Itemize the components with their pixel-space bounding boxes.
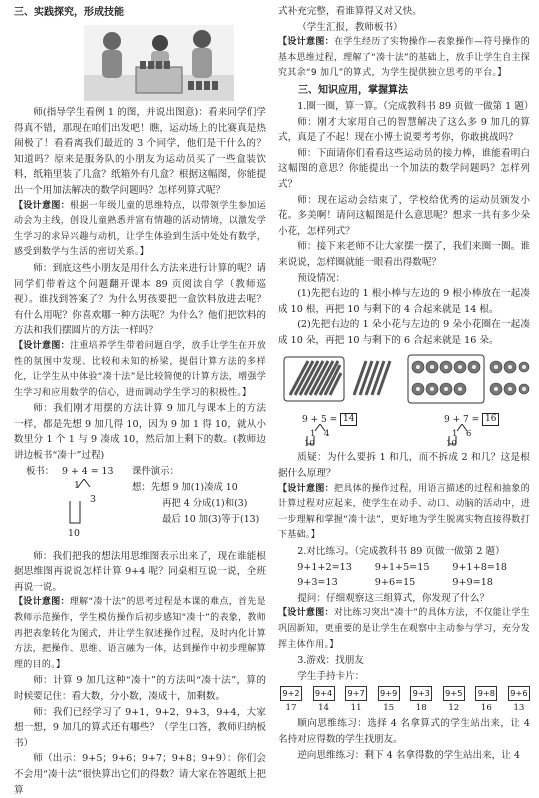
comparison-equations-row bbox=[278, 560, 530, 576]
right-column bbox=[278, 4, 534, 763]
answer-card: 16 bbox=[480, 703, 492, 714]
paragraph: (2)先把右边的 1 朵小花与左边的 9 朵小花圈在一起凑成 10 朵，再把 10 与剩下的 6 合起来就是 16 朵。 bbox=[278, 319, 530, 346]
equation-cards bbox=[278, 686, 530, 701]
answer-card: 15 bbox=[383, 703, 395, 714]
left-column bbox=[14, 4, 266, 798]
demo-line: 想：先想 9 加(1)凑成 10 bbox=[132, 481, 238, 493]
section-title: 三、知识应用，掌握算法 bbox=[298, 84, 408, 96]
equation: 9+1+2=13 bbox=[297, 561, 352, 573]
design-note: 【设计意图：对比练习突出“凑十”的具体方法，不仅能让学生巩固新知，更重要的是让学生在观察中主动参与学习，充分发挥主体作用。】 bbox=[278, 608, 530, 650]
fig2-ten: 10 bbox=[446, 439, 457, 450]
equation-card: 9+4 bbox=[313, 686, 335, 701]
design-note: 【设计意图：理解“凑十法”的思考过程是本课的难点，首先是教师示范操作，学生模仿操作后初步感知“凑十”的表象，教师再把表象转化为图式，并让学生叙述操作过程，及时内化计算方法，把操作、思维、语言融为一体，达到操作中初步理解算理的目的。】 bbox=[14, 597, 266, 670]
demo-title: 课件演示： bbox=[132, 465, 179, 477]
paragraph: 师：到底这些小朋友是用什么方法来进行计算的呢？请同学们带着这个问题翻开课本 89 页阅读自学（教师巡视）。谁找到答案了？为什么男孩要把一盒饮料放进去呢？有什么用呢？你喜欢哪一种方法呢？为什么？他们把饮料的方法和我们摆圆片的方法一样吗？ bbox=[14, 262, 266, 337]
paragraph: 预设情况： bbox=[297, 272, 346, 284]
fig1-split-b: 4 bbox=[324, 429, 330, 440]
fig2-answer-box: 16 bbox=[482, 413, 499, 426]
equation-card: 9+6 bbox=[508, 686, 530, 701]
answer-card: 11 bbox=[350, 703, 362, 714]
paragraph: 提问：仔细观察这三组算式，你发现了什么？ bbox=[297, 592, 490, 604]
paragraph: 师：接下来老师不让大家摆一摆了，我们来圈一圈。谁来说说，怎样圈就能一眼看出得数呢？ bbox=[278, 241, 530, 268]
equation-card: 9+5 bbox=[443, 686, 465, 701]
paragraph: 师：刚才大家用自己的智慧解决了这么多 9 加几的算式，真是了不起！现在小博士说要考考你，你敢挑战吗？ bbox=[278, 116, 530, 144]
equation: 9+1+8=18 bbox=[452, 561, 508, 573]
ten-label: 10 bbox=[68, 527, 80, 539]
equation: 9+3=13 bbox=[297, 577, 338, 589]
paragraph: 师：计算 9 加几这种“凑十”的方法叫“凑十法”，算的时候要记住：看大数，分小数，凑成十，加剩数。 bbox=[14, 675, 266, 702]
equation: 9+1+5=15 bbox=[374, 561, 430, 573]
split-lines bbox=[66, 479, 106, 529]
equation-card: 9+8 bbox=[475, 686, 497, 701]
equation-card: 9+7 bbox=[345, 686, 367, 701]
paragraph: 师（出示：9+5；9+6；9+7；9+8；9+9）：你们会不会用“凑十法”很快算出它们的得数？请大家在答题纸上把算 bbox=[14, 753, 266, 796]
design-note: 【设计意图：根据一年级儿童的思维特点，以带领学生参加运动会为主线，创设儿童熟悉并富有情趣的活动情境，以激发学生学习的求异兴趣与动机，让学生体验到生活中处处有数学，感受到数学与生活的密切关系。】 bbox=[14, 200, 266, 258]
answer-card: 18 bbox=[415, 703, 427, 714]
sports-drink-illustration bbox=[84, 25, 234, 101]
paragraph: （学生汇报，教师板书） bbox=[297, 21, 403, 33]
paragraph: 顺向思维练习：选择 4 名拿算式的学生站出来，让 4 名持对应得数的学生找朋友。 bbox=[278, 718, 530, 745]
answer-cards bbox=[278, 702, 530, 715]
fig2-split-b: 6 bbox=[466, 429, 472, 440]
demo-line: 最后 10 加(3)等于(13) bbox=[162, 513, 260, 525]
paragraph: (1)先把右边的 1 根小棒与左边的 9 根小棒放在一起凑成 10 根，再把 10 与剩下的 4 合起来就是 14 根。 bbox=[278, 288, 530, 315]
paragraph: 学生手持卡片： bbox=[297, 670, 365, 682]
equation: 9+9=18 bbox=[452, 577, 493, 589]
equation-card: 9+9 bbox=[378, 686, 400, 701]
board-equation: 9 + 4 = 13 bbox=[62, 465, 114, 477]
comparison-equations-row bbox=[278, 575, 530, 591]
flowers-image bbox=[406, 351, 530, 409]
paragraph: 师：我们把我的想法用思维图表示出来了，现在谁能根据思维图再说说怎样计算 9+4 呢？同桌相互说一说，全班再说一说。 bbox=[14, 550, 266, 593]
paragraph: 师：现在运动会结束了，学校给优秀的运动员颁发小花。多美啊！请问这幅图是什么意思呢？想求一共有多少朵小花，怎样列式？ bbox=[278, 194, 530, 237]
fig1-equation: 9 + 5 = bbox=[302, 415, 338, 426]
circle-and-count-figures bbox=[278, 351, 530, 450]
paragraph: 1.圈一圈，算一算。（完成教科书 89 页做一做第 1 题） bbox=[297, 100, 534, 112]
design-note: 【设计意图：注重培养学生带着问题自学，放手让学生在开放性的氛围中发现、比较和未知的桥梁，提倡计算方法的多样化，让学生从中体验“凑十法”是比较简便的计算方法，增强学生学习和应用数学的信心，进而调动学生学习的积极性。】 bbox=[14, 340, 266, 398]
paragraph: 师：我们已经学习了 9+1，9+2，9+3，9+4，大家想一想，9 加几的算式还有哪些？（学生口答，教师归纳板书） bbox=[14, 706, 266, 749]
section-title: 三、实践探究，形成技能 bbox=[14, 7, 124, 18]
paragraph: 师：下面请你们看看这些运动员的接力棒，谁能看明白这幅图的意思？你能提出一个加法的数学问题吗？怎样列式？ bbox=[278, 147, 530, 190]
blackboard-notes bbox=[14, 465, 266, 549]
answer-card: 13 bbox=[513, 703, 525, 714]
fig1-ten: 10 bbox=[304, 439, 315, 450]
fig1-split-a: 1 bbox=[310, 429, 316, 440]
answer-card: 14 bbox=[318, 703, 330, 714]
fig2-equation: 9 + 7 = bbox=[444, 415, 480, 426]
relay-sticks-image bbox=[282, 351, 394, 409]
paragraph: 2.对比练习。（完成教科书 89 页做一做第 2 题） bbox=[297, 546, 505, 558]
split-part-a: 1 bbox=[74, 479, 80, 491]
answer-card: 12 bbox=[448, 703, 460, 714]
paragraph: 3.游戏：找朋友 bbox=[297, 655, 364, 667]
equation: 9+6=15 bbox=[374, 577, 416, 589]
board-label: 板书： bbox=[26, 465, 55, 477]
children-with-drink-boxes-image bbox=[84, 25, 234, 101]
equation-card: 9+2 bbox=[280, 686, 302, 701]
paragraph: 式补充完整，看谁算得又对又快。 bbox=[278, 6, 422, 17]
equation-card: 9+3 bbox=[410, 686, 432, 701]
paragraph: 师：我们刚才用摆的方法计算 9 加几与课本上的方法一样，都是先想 9 加几得 10，因为 9 加 1 得 10，就从小数里分 1 个 1 与 9 凑成 10，然后加上剩下的数。(教师边讲边板书“凑十”过程) bbox=[14, 403, 266, 462]
demo-line: 再把 4 分成(1)和(3) bbox=[162, 497, 248, 509]
paragraph: 质疑：为什么要拆 1 和几，而不拆成 2 和几？这是根据什么原理？ bbox=[278, 452, 530, 480]
fig2-split-a: 1 bbox=[452, 429, 458, 440]
paragraph: 师(指导学生看例 1 的图，并说出图意)：看来同学们学得真不错，那现在咱们出发吧！瞧，运动场上的比赛真是热闹极了！看看离我们最近的 3 个同学，他们是干什么的？知道吗？原来是服务队的小朋友为运动员买了一些盒装饮料，纸箱里装了几盒？纸箱外有几盒？根据这幅图，你能提出一个用加法解决的数学问题吗？怎样列算式呢？ bbox=[14, 107, 266, 196]
fig1-answer-box: 14 bbox=[340, 413, 357, 426]
split-part-b: 3 bbox=[90, 493, 96, 505]
paragraph: 逆向思维练习：剩下 4 名拿得数的学生站出来，让 4 bbox=[297, 749, 521, 761]
design-note: 【设计意图：把具体的操作过程，用语言描述的过程和抽象的计算过程对应起来，使学生在动手、动口、动脑的活动中，进一步理解和掌握“凑十法”，更好地为学生脱离实物直接得数打下基础。】 bbox=[278, 483, 530, 541]
answer-card: 17 bbox=[285, 703, 297, 714]
design-note: 【设计意图：在学生经历了实物操作—表象操作—符号操作的基本思维过程，理解了“凑十法”的基础上，放手让学生自主探究其余“9 加几”的算式，为学生提供独立思考的平台。】 bbox=[278, 37, 530, 79]
